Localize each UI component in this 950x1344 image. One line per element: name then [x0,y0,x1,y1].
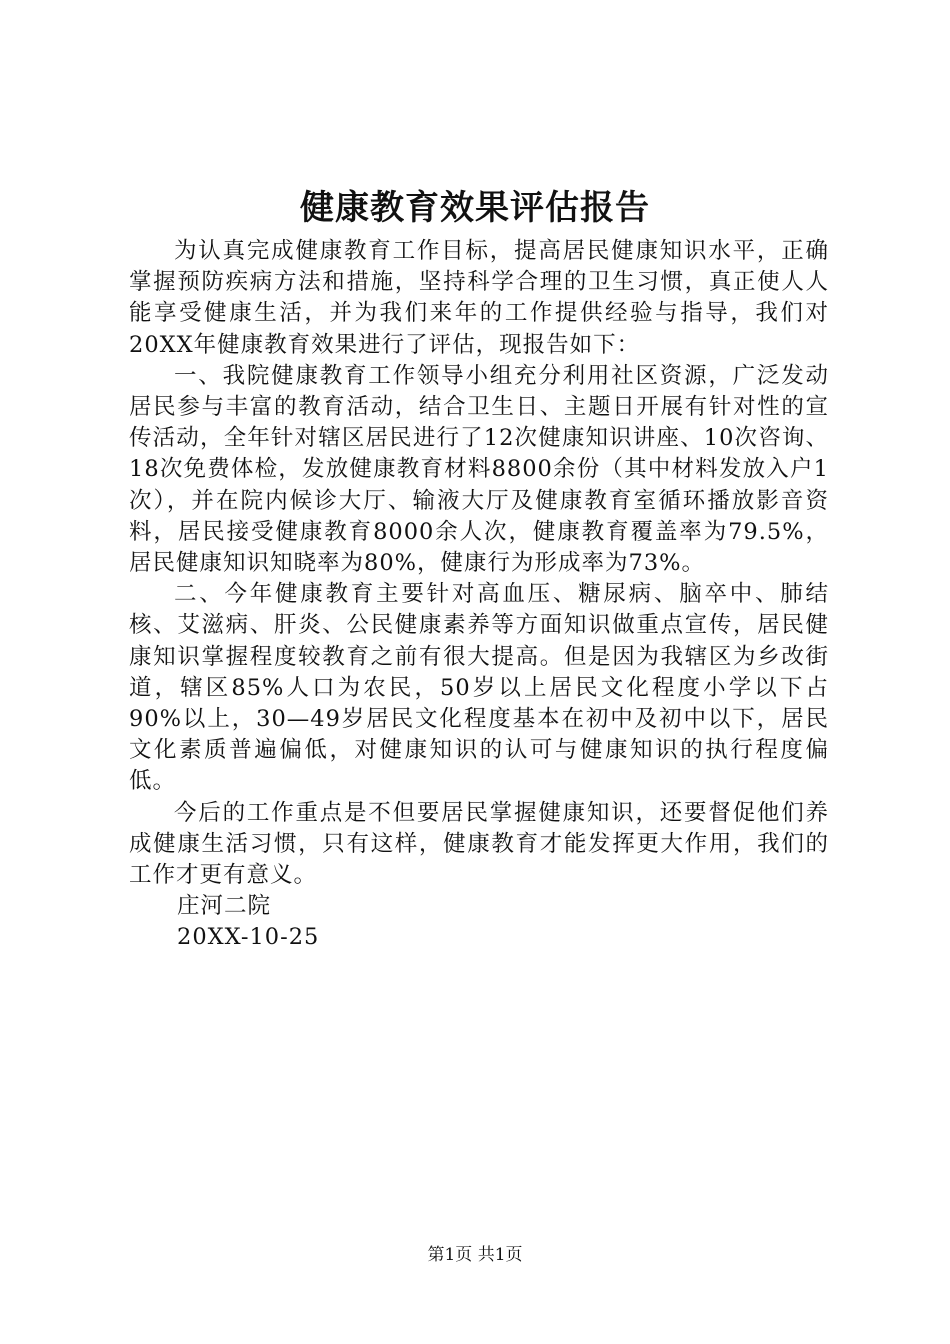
paragraph-intro: 为认真完成健康教育工作目标，提高居民健康知识水平，正确掌握预防疾病方法和措施，坚持科学合理的卫生习惯，真正使人人能享受健康生活，并为我们来年的工作提供经验与指导，我们对20XX年健康教育效果进行了评估，现报告如下： [129,238,829,358]
signature-organization: 庄河二院 [177,893,272,920]
paragraph-section-1: 一、我院健康教育工作领导小组充分利用社区资源，广泛发动居民参与丰富的教育活动，结合卫生日、主题日开展有针对性的宣传活动，全年针对辖区居民进行了12次健康知识讲座、10次咨询、18次免费体检，发放健康教育材料8800余份（其中材料发放入户1次），并在院内候诊大厅、输液大厅及健康教育室循环播放影音资料，居民接受健康教育8000余人次，健康教育覆盖率为79.5%，居民健康知识知晓率为80%，健康行为形成率为73%。 [129,362,829,577]
page-number-footer: 第1页 共1页 [427,1245,523,1265]
document-body [129,236,829,954]
paragraph-conclusion: 今后的工作重点是不但要居民掌握健康知识，还要督促他们养成健康生活习惯，只有这样，健康教育才能发挥更大作用，我们的工作才更有意义。 [129,799,829,889]
signature-date: 20XX-10-25 [177,924,320,951]
document-title: 健康教育效果评估报告 [300,188,650,228]
paragraph-section-2: 二、今年健康教育主要针对高血压、糖尿病、脑卒中、肺结核、艾滋病、肝炎、公民健康素养等方面知识做重点宣传，居民健康知识掌握程度较教育之前有很大提高。但是因为我辖区为乡改街道，辖区85%人口为农民，50岁以上居民文化程度小学以下占90%以上，30—49岁居民文化程度基本在初中及初中以下，居民文化素质普遍偏低，对健康知识的认可与健康知识的执行程度偏低。 [129,581,829,795]
